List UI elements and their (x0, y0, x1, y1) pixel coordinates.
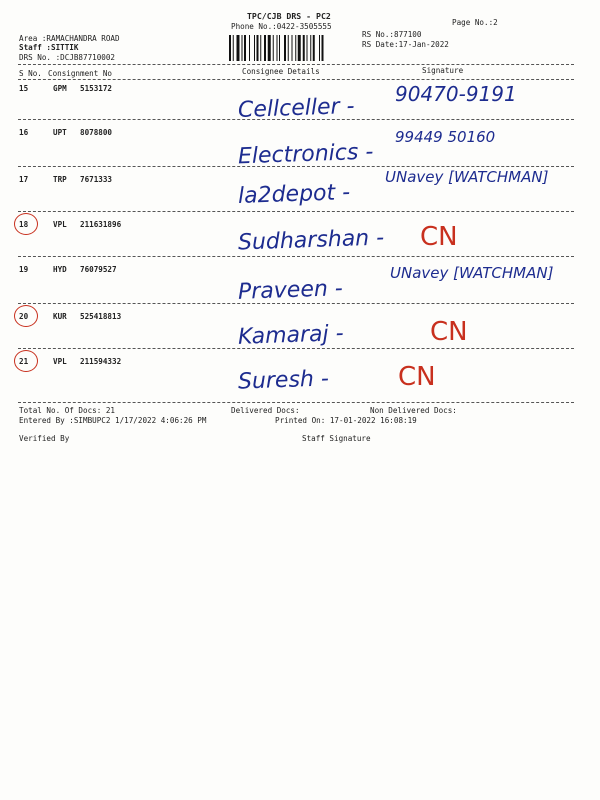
handwritten-consignee: Sudharshan - (237, 225, 385, 256)
divider (18, 79, 574, 80)
handwritten-consignee: Praveen - (237, 276, 344, 305)
handwritten-signature: UNavey [WATCHMAN] (390, 264, 554, 282)
red-circle-mark (14, 305, 38, 327)
staff-signature: Staff Signature (302, 434, 371, 443)
rs-number: RS No.:877100 (362, 30, 422, 39)
row-sno: 15 (19, 84, 29, 93)
handwritten-consignee: Electronics - (237, 139, 374, 170)
row-code: VPL (53, 220, 67, 229)
row-consignment-no: 7671333 (80, 175, 113, 184)
cn-mark: CN (398, 362, 436, 392)
row-sno: 20 (19, 312, 29, 321)
row-divider (18, 348, 574, 349)
cn-mark: CN (420, 222, 458, 252)
row-sno: 17 (19, 175, 29, 184)
phone-number: Phone No.:0422-3505555 (231, 22, 332, 31)
red-circle-mark (14, 350, 38, 372)
printed-on: Printed On: 17-01-2022 16:08:19 (275, 416, 417, 425)
row-code: HYD (53, 265, 67, 274)
row-sno: 19 (19, 265, 29, 274)
divider (18, 402, 574, 403)
column-signature: Signature (422, 66, 464, 75)
row-divider (18, 256, 574, 257)
row-consignment-no: 8078800 (80, 128, 113, 137)
rs-date: RS Date:17-Jan-2022 (362, 40, 449, 49)
entered-by: Entered By :SIMBUPC2 1/17/2022 4:06:26 PM (19, 416, 207, 425)
column-consignee: Consignee Details (242, 67, 320, 76)
row-sno: 16 (19, 128, 29, 137)
drs-number: DRS No. :DCJB87710002 (19, 53, 116, 62)
row-divider (18, 166, 574, 167)
red-circle-mark (14, 213, 38, 235)
row-sno: 18 (19, 220, 29, 229)
verified-by: Verified By (19, 434, 70, 443)
report-title: TPC/CJB DRS - PC2 (247, 11, 331, 21)
row-consignment-no: 211631896 (80, 220, 122, 229)
row-code: KUR (53, 312, 67, 321)
handwritten-signature: UNavey [WATCHMAN] (385, 168, 549, 186)
column-sno: S No. (19, 69, 42, 78)
row-divider (18, 119, 574, 120)
row-consignment-no: 211594332 (80, 357, 122, 366)
handwritten-consignee: Kamaraj - (237, 321, 345, 350)
barcode-image (229, 35, 354, 61)
delivered-docs: Delivered Docs: (231, 406, 300, 415)
cn-mark: CN (430, 317, 468, 347)
handwritten-signature: 90470-9191 (395, 82, 517, 106)
row-code: GPM (53, 84, 67, 93)
area-label: Area :RAMACHANDRA ROAD (19, 34, 120, 43)
divider (18, 64, 574, 65)
row-code: UPT (53, 128, 67, 137)
row-divider (18, 303, 574, 304)
total-docs: Total No. Of Docs: 21 (19, 406, 116, 415)
staff-label: Staff :SITTIK (19, 43, 79, 52)
row-sno: 21 (19, 357, 29, 366)
handwritten-signature: 99449 50160 (395, 128, 496, 146)
row-code: TRP (53, 175, 67, 184)
handwritten-consignee: Suresh - (237, 366, 330, 395)
handwritten-consignee: la2depot - (237, 180, 351, 209)
row-consignment-no: 525418813 (80, 312, 122, 321)
row-divider (18, 211, 574, 212)
page-number: Page No.:2 (452, 18, 498, 27)
non-delivered-docs: Non Delivered Docs: (370, 406, 457, 415)
row-code: VPL (53, 357, 67, 366)
handwritten-consignee: Cellceller - (237, 93, 355, 124)
row-consignment-no: 5153172 (80, 84, 113, 93)
row-consignment-no: 76079527 (80, 265, 117, 274)
column-consignment: Consignment No (48, 69, 113, 78)
